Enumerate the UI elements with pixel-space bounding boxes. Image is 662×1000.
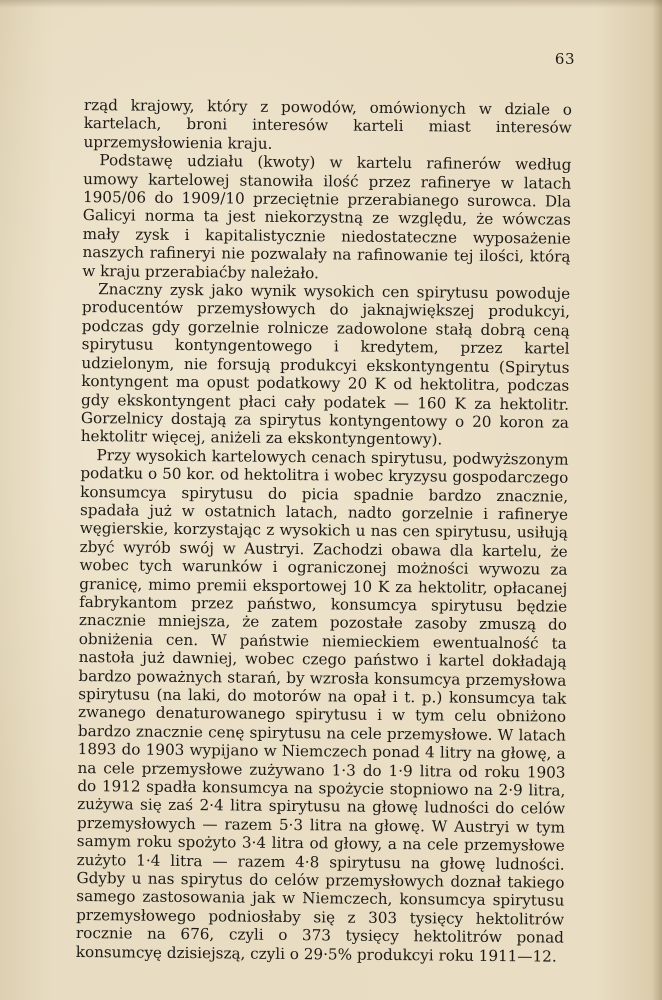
page-top-shadow <box>0 0 662 8</box>
page-number: 63 <box>554 50 575 68</box>
paragraph-consumption: Przy wysokich kartelowych cenach spirytusu, podwyższonym podatku o 50 kor. od hektolitra i wobec kryzysu gospodarczego konsumcya spirytusu do picia spadnie bardzo znacznie, spadała już w ostatnich latach, nadto gorzelnie i rafinerye węgierskie, korzystając z wysokich u nas cen spirytusu, usiłują zbyć wyrób swój w Austryi. Zachodzi obawa dla kartelu, że wobec tych warunków i ograniczonej możności wywozu za granicę, mimo premii eksportowej 10 K za hektolitr, opłacanej fabrykantom przez państwo, konsumcya spirytusu będzie znacznie mniejsza, że zatem pozostałe zasoby zmuszą do obniżenia cen. W państwie niemieckiem ewentualność ta nastoła już dawniej, wobec czego państwo i kartel dokładają bardzo poważnych starań, by wzrosła konsumcya przemysłowa spirytusu (na laki, do motorów na opał i t. p.) konsumcya tak zwanego denaturowanego spirytusu i w tym celu obniżono bardzo znacznie cenę spirytusu na cele przemysłowe. W latach 1893 do 1903 wypijano w Niemczech ponad 4 litry na głowę, a na cele przemysłowe zużywano 1·3 do 1·9 litra od roku 1903 do 1912 spadła konsumcya na spożycie stopniowo na 2·9 litra, zużywa się zaś 2·4 litra spirytusu na głowę ludności do celów przemysłowych — razem 5·3 litra na głowę. W Austryi w tym samym roku spożyto 3·4 litra od głowy, a na cele przemysłowe zużyto 1·4 litra — razem 4·8 spirytusu na głowę ludności. Gdyby u nas spirytus do celów przemysłowych doznał takiego samego zastosowania jak w Niemczech, konsumcya spirytusu przemysłowego podniosłaby się z 303 tysięcy hektolitrów rocznie na 676, czyli o 373 tysięcy hektolitrów ponad konsumcyę dzisiejszą, czyli o 29·5% produkcyi roku 1911—12. <box>75 445 569 966</box>
page-right-shadow <box>652 0 662 1000</box>
body-text <box>76 96 572 966</box>
paragraph-continuation: rząd krajowy, który z powodów, omówionych w dziale o kartelach, broni interesów karteli miast interesów uprzemysłowienia kraju. <box>83 96 572 153</box>
paragraph-quota-basis: Podstawę udziału (kwoty) w kartelu rafinerów według umowy kartelowej stanowiła ilość przez rafinerye w latach 1905/06 do 1909/10 przeciętnie przerabianego surowca. Dla Galicyi norma ta jest niekorzystną ze względu, że wówczas mały zysk i kapitalistycznie niedostateczne wyposażenie naszych rafineryi nie pozwalały na rafinowanie tej ilości, którą w kraju przerabiaćby należało. <box>82 151 572 282</box>
paragraph-production-profit: Znaczny zysk jako wynik wysokich cen spirytusu powoduje producentów przemysłowych do jaknajwiększej produkcyi, podczas gdy gorzelnie rolnicze zadowolone stałą dobrą ceną spirytusu kontyngentowego i kredytem, przez kartel udzielonym, nie forsują produkcyi ekskontyngentu (Spirytus kontyngent ma opust podatkowy 20 K od hektolitra, podczas gdy ekskontyngent płaci cały podatek — 160 K za hektolitr. Gorzelnicy dostają za spirytus kontyngentowy o 20 koron za hektolitr więcej, aniżeli za ekskontyngentowy). <box>80 280 571 449</box>
